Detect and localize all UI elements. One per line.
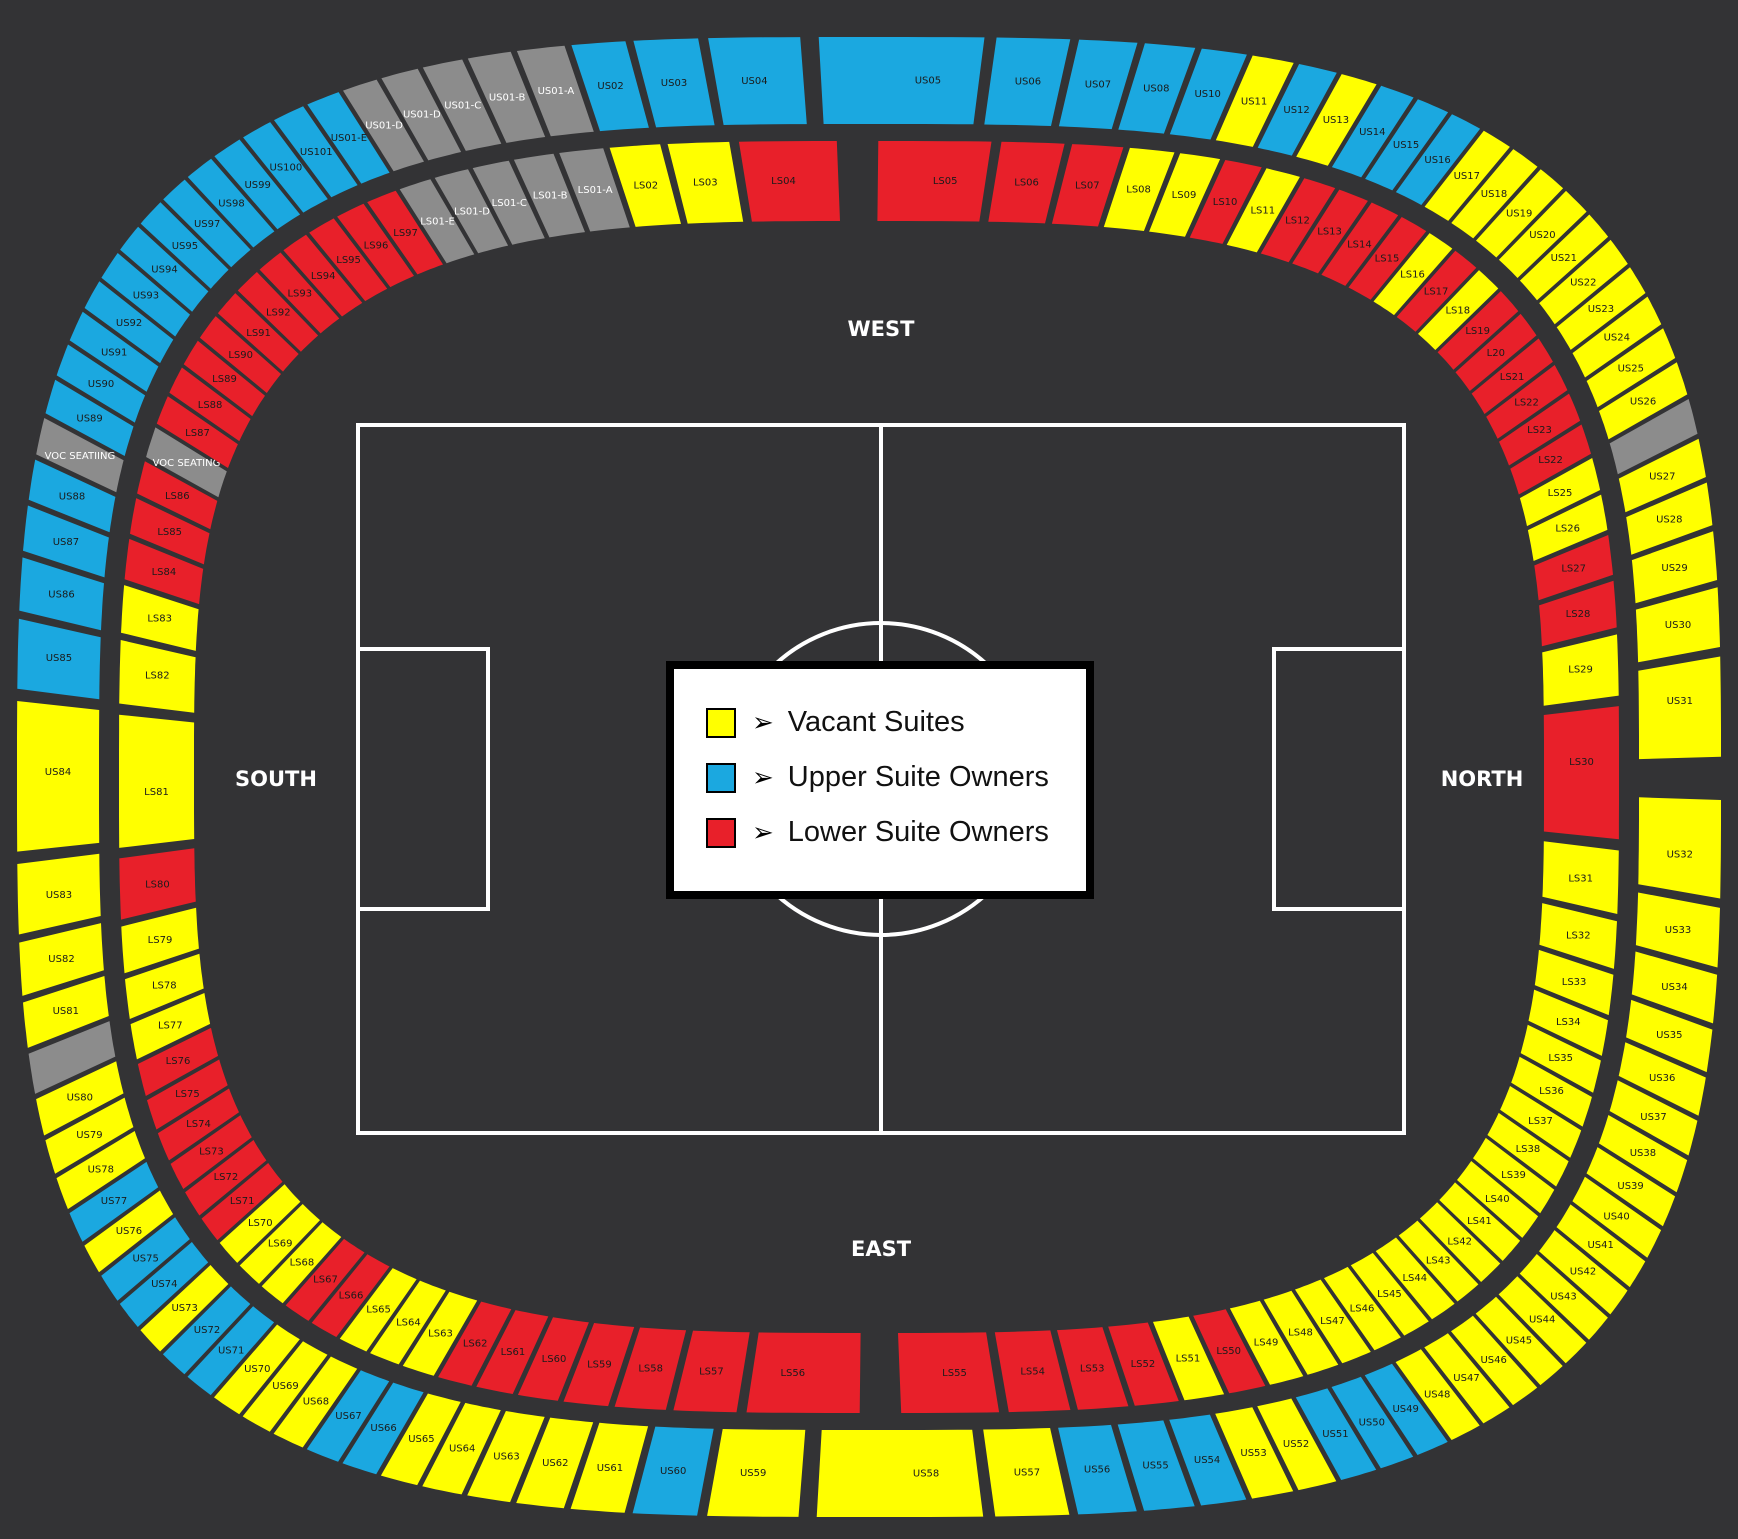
suite-label: US42 <box>1569 1266 1597 1278</box>
suite-label: US18 <box>1480 189 1508 201</box>
suite-label: LS80 <box>145 879 170 891</box>
suite-label: US89 <box>76 413 103 425</box>
suite-label: US60 <box>659 1466 687 1478</box>
suite-label: US01-E <box>330 133 368 145</box>
suite-label: LS71 <box>229 1196 255 1207</box>
suite-label: US37 <box>1640 1112 1667 1124</box>
suite-label: US29 <box>1661 562 1688 574</box>
suite-label: US92 <box>115 317 143 329</box>
suite-label: US65 <box>408 1434 435 1446</box>
suite-label: US94 <box>151 264 178 276</box>
legend-item-lower-owner <box>706 805 1086 860</box>
suite-label: LS66 <box>338 1290 364 1302</box>
suite-label: LS12 <box>1285 215 1310 227</box>
suite-label: LS91 <box>246 327 271 339</box>
arrow-bullet-icon: ➢ <box>752 707 774 738</box>
legend <box>666 661 1094 899</box>
suite-label: LS70 <box>247 1218 273 1230</box>
suite-label: LS10 <box>1212 197 1238 209</box>
suite-label: US49 <box>1392 1404 1419 1416</box>
suite-label: US11 <box>1240 96 1268 108</box>
suite-label: US101 <box>299 147 333 159</box>
suite-label: LS42 <box>1447 1236 1473 1248</box>
suite-us58[interactable] <box>817 1430 984 1517</box>
suite-label: LS14 <box>1347 239 1372 251</box>
suite-label: LS08 <box>1126 184 1151 196</box>
side-label-south: SOUTH <box>235 767 317 791</box>
suite-label: LS93 <box>287 288 313 300</box>
suite-label: LS69 <box>267 1238 293 1250</box>
legend-item-upper-owner <box>706 750 1086 805</box>
suite-label: LS46 <box>1349 1303 1375 1315</box>
suite-label: US01-D <box>365 120 403 132</box>
suite-label: US98 <box>218 198 245 210</box>
suite-label: US87 <box>52 537 80 549</box>
suite-label: US69 <box>272 1381 299 1393</box>
suite-label: US51 <box>1322 1429 1349 1440</box>
suite-label: LS03 <box>692 177 718 189</box>
suite-label: LS39 <box>1501 1170 1526 1181</box>
suite-label: LS41 <box>1467 1216 1492 1228</box>
suite-label: LS75 <box>175 1088 200 1100</box>
suite-label: US40 <box>1603 1211 1630 1223</box>
suite-label: LS36 <box>1539 1086 1564 1097</box>
suite-label: LS59 <box>587 1359 612 1371</box>
suite-label: LS64 <box>396 1317 421 1329</box>
suite-label: US03 <box>660 77 688 89</box>
suite-label: LS05 <box>932 176 958 188</box>
suite-label: US21 <box>1550 252 1578 264</box>
suite-label: US39 <box>1617 1181 1644 1192</box>
suite-label: LS74 <box>186 1118 211 1130</box>
suite-label: US48 <box>1423 1389 1451 1401</box>
suite-label: LS97 <box>393 227 418 239</box>
suite-label: US88 <box>58 491 86 503</box>
suite-label: US26 <box>1629 396 1657 408</box>
suite-label: LS83 <box>147 613 173 625</box>
suite-label: US64 <box>448 1443 476 1455</box>
suite-label: LS19 <box>1465 325 1491 337</box>
legend-label: Lower Suite Owners <box>787 816 1049 848</box>
suite-label: LS52 <box>1130 1359 1156 1371</box>
suite-label: LS21 <box>1499 371 1525 383</box>
suite-label: US72 <box>193 1324 221 1336</box>
suite-label: LS55 <box>942 1367 967 1379</box>
suite-label: US62 <box>542 1457 569 1469</box>
suite-label: US01-A <box>537 86 575 97</box>
legend-swatch-lower-owner <box>706 818 736 848</box>
suite-label: LS79 <box>147 935 173 946</box>
suite-label: LS86 <box>164 490 190 502</box>
suite-label: US82 <box>48 954 75 965</box>
suite-label: US43 <box>1550 1291 1577 1303</box>
suite-label: LS60 <box>541 1354 567 1365</box>
suite-label: US66 <box>370 1423 397 1435</box>
suite-label: LS04 <box>771 176 796 188</box>
suite-label: LS63 <box>428 1328 453 1340</box>
suite-label: LS26 <box>1555 523 1581 535</box>
suite-label: US47 <box>1453 1373 1480 1384</box>
suite-label: US35 <box>1656 1030 1683 1042</box>
suite-label: US79 <box>76 1130 103 1141</box>
suite-label: US76 <box>115 1225 143 1237</box>
suite-label: LS43 <box>1425 1255 1451 1267</box>
suite-label: LS01-C <box>491 197 527 209</box>
suite-label: LS87 <box>185 427 210 439</box>
suite-label: LS15 <box>1374 253 1400 265</box>
arrow-bullet-icon: ➢ <box>752 817 774 848</box>
suite-label: LS22 <box>1514 397 1539 409</box>
suite-label: LS62 <box>462 1338 488 1350</box>
suite-label: LS23 <box>1527 425 1552 437</box>
suite-label: LS11 <box>1250 205 1276 217</box>
suite-label: LS81 <box>144 787 169 799</box>
suite-label: LS65 <box>366 1304 391 1316</box>
suite-label: LS13 <box>1317 226 1342 238</box>
suite-label: US81 <box>52 1006 80 1018</box>
suite-label: US24 <box>1603 332 1631 344</box>
suite-label: US45 <box>1505 1335 1533 1347</box>
suite-label: LS38 <box>1515 1144 1541 1156</box>
suite-label: LS33 <box>1561 976 1587 988</box>
suite-label: US85 <box>45 653 73 665</box>
suite-label: US52 <box>1282 1439 1310 1451</box>
suite-label: LS40 <box>1484 1194 1510 1205</box>
suite-label: US02 <box>597 81 624 93</box>
suite-label: LS96 <box>363 240 389 252</box>
suite-label: LS06 <box>1014 177 1039 189</box>
suite-label: LS77 <box>157 1020 183 1032</box>
suite-label: LS95 <box>336 255 361 267</box>
suite-label: US04 <box>741 75 768 87</box>
suite-label: LS68 <box>289 1257 315 1269</box>
legend-item-vacant <box>706 695 1086 750</box>
suite-label: US70 <box>244 1364 271 1375</box>
suite-label: LS29 <box>1568 664 1593 676</box>
suite-label: US19 <box>1505 208 1533 220</box>
suite-label: US63 <box>493 1451 520 1463</box>
suite-label: VOC SEATING <box>152 458 221 469</box>
suite-label: US23 <box>1587 304 1615 316</box>
suite-label: LS47 <box>1320 1316 1345 1328</box>
suite-label: LS09 <box>1171 190 1197 201</box>
suite-label: LS51 <box>1175 1353 1201 1365</box>
suite-label: LS22 <box>1538 455 1563 467</box>
suite-label: US46 <box>1480 1355 1507 1367</box>
suite-label: US84 <box>44 767 72 779</box>
suite-label: US44 <box>1528 1314 1556 1326</box>
suite-label: US68 <box>302 1396 330 1408</box>
suite-label: LS90 <box>228 350 254 361</box>
suite-label: US01-B <box>488 92 526 104</box>
suite-label: LS92 <box>265 307 291 319</box>
suite-label: LS49 <box>1253 1337 1279 1349</box>
suite-label: LS35 <box>1548 1053 1574 1065</box>
suite-label: US95 <box>171 240 199 252</box>
suite-label: LS27 <box>1561 563 1587 575</box>
suite-label: LS48 <box>1288 1327 1313 1339</box>
suite-label: US83 <box>45 889 73 901</box>
suite-label: US06 <box>1014 76 1042 88</box>
suite-label: US36 <box>1648 1073 1676 1085</box>
suite-label: LS76 <box>165 1056 191 1068</box>
suite-label: US61 <box>596 1462 624 1474</box>
suite-label: LS50 <box>1216 1346 1242 1358</box>
suite-label: US97 <box>193 218 221 230</box>
suite-label: US13 <box>1322 115 1350 127</box>
suite-label: US33 <box>1664 924 1692 936</box>
suite-label: US53 <box>1240 1447 1267 1459</box>
suite-label: LS01-D <box>454 206 490 218</box>
suite-label: LS16 <box>1400 269 1425 281</box>
suite-label: LS54 <box>1020 1366 1046 1378</box>
suite-label: US99 <box>244 179 271 191</box>
suite-label: LS34 <box>1555 1017 1581 1028</box>
suite-label: LS88 <box>197 399 223 411</box>
suite-label: LS25 <box>1547 487 1573 499</box>
suite-label: US75 <box>132 1253 159 1265</box>
suite-label: US14 <box>1359 126 1386 138</box>
suite-label: US57 <box>1013 1467 1041 1479</box>
suite-label: US90 <box>87 379 115 391</box>
suite-label: US05 <box>914 75 942 87</box>
suite-label: US77 <box>100 1196 128 1208</box>
suite-label: US67 <box>335 1410 362 1422</box>
suite-label: US16 <box>1424 154 1451 166</box>
suite-label: US38 <box>1629 1147 1657 1159</box>
suite-us31[interactable] <box>1638 657 1721 760</box>
suite-label: LS53 <box>1079 1363 1105 1375</box>
suite-label: LS72 <box>213 1172 239 1184</box>
suite-label: US58 <box>912 1468 940 1480</box>
suite-label: US73 <box>171 1302 198 1314</box>
suite-label: LS30 <box>1569 756 1594 768</box>
suite-label: LS28 <box>1565 609 1591 620</box>
suite-label: US07 <box>1084 79 1112 91</box>
suite-label: LS89 <box>212 374 237 385</box>
suite-label: LS32 <box>1565 930 1591 942</box>
suite-label: LS07 <box>1074 180 1100 192</box>
suite-label: US31 <box>1666 695 1694 707</box>
suite-label: LS01-A <box>577 184 613 196</box>
legend-panel <box>672 667 1088 893</box>
suite-label: US01-C <box>444 100 482 112</box>
legend-swatch-upper-owner <box>706 763 736 793</box>
suite-label: US74 <box>151 1279 178 1290</box>
suite-label: LS58 <box>638 1363 664 1375</box>
legend-swatch-vacant <box>706 708 736 738</box>
suite-label: US20 <box>1529 229 1556 241</box>
suite-label: LS37 <box>1528 1116 1553 1128</box>
suite-label: LS56 <box>780 1367 806 1379</box>
suite-label: LS73 <box>199 1146 224 1158</box>
suite-label: LS45 <box>1377 1288 1402 1300</box>
suite-label: US10 <box>1194 89 1221 101</box>
side-label-east: EAST <box>850 1237 912 1261</box>
suite-label: US25 <box>1617 363 1645 375</box>
suite-label: US22 <box>1570 277 1597 289</box>
suite-label: LS17 <box>1423 286 1449 298</box>
suite-label: US100 <box>269 162 303 174</box>
suite-label: US34 <box>1661 981 1688 993</box>
suite-label: LS67 <box>313 1274 338 1286</box>
suite-label: US93 <box>132 290 160 302</box>
side-label-west: WEST <box>847 317 915 341</box>
suite-ls30[interactable] <box>1544 706 1619 839</box>
suite-label: LS01-E <box>420 216 455 228</box>
arrow-bullet-icon: ➢ <box>752 762 774 793</box>
suite-label: US55 <box>1142 1460 1169 1472</box>
suite-label: LS61 <box>500 1346 526 1358</box>
legend-label: Upper Suite Owners <box>787 761 1049 793</box>
suite-label: US56 <box>1083 1464 1111 1476</box>
suite-label: US30 <box>1664 619 1692 631</box>
suite-label: US50 <box>1358 1417 1386 1429</box>
suite-label: LS01-B <box>532 190 568 202</box>
suite-label: LS57 <box>699 1366 724 1378</box>
side-label-north: NORTH <box>1440 767 1524 791</box>
suite-label: LS78 <box>151 980 177 992</box>
suite-label: US01-D <box>402 109 441 121</box>
suite-label: US91 <box>100 347 128 359</box>
suite-label: LS85 <box>157 527 183 538</box>
suite-label: US27 <box>1649 471 1676 483</box>
suite-label: US71 <box>217 1345 245 1357</box>
suite-label: VOC SEATIING <box>44 450 116 462</box>
suite-label: US59 <box>739 1468 767 1480</box>
suite-label: LS02 <box>633 180 659 192</box>
suite-label: LS82 <box>144 670 170 682</box>
suite-us32[interactable] <box>1638 797 1721 898</box>
suite-label: US15 <box>1392 140 1420 152</box>
suite-label: US08 <box>1143 83 1170 95</box>
suite-label: US12 <box>1283 104 1310 116</box>
suite-label: US41 <box>1587 1240 1614 1252</box>
suite-label: LS18 <box>1445 305 1471 317</box>
suite-label: US80 <box>66 1092 94 1104</box>
suite-label: US78 <box>87 1164 115 1176</box>
suite-label: US17 <box>1453 171 1481 183</box>
suite-label: LS94 <box>310 270 336 282</box>
suite-label: L20 <box>1486 348 1505 359</box>
suite-label: LS31 <box>1568 873 1594 885</box>
suite-label: US54 <box>1193 1455 1221 1466</box>
suite-us05[interactable] <box>819 37 985 124</box>
suite-label: LS84 <box>151 567 177 579</box>
suite-ls81[interactable] <box>119 715 194 848</box>
suite-label: US86 <box>48 589 75 601</box>
suite-label: US32 <box>1666 849 1694 861</box>
suite-label: LS44 <box>1402 1273 1428 1285</box>
legend-label: Vacant Suites <box>787 706 965 738</box>
suite-label: US28 <box>1656 514 1683 526</box>
